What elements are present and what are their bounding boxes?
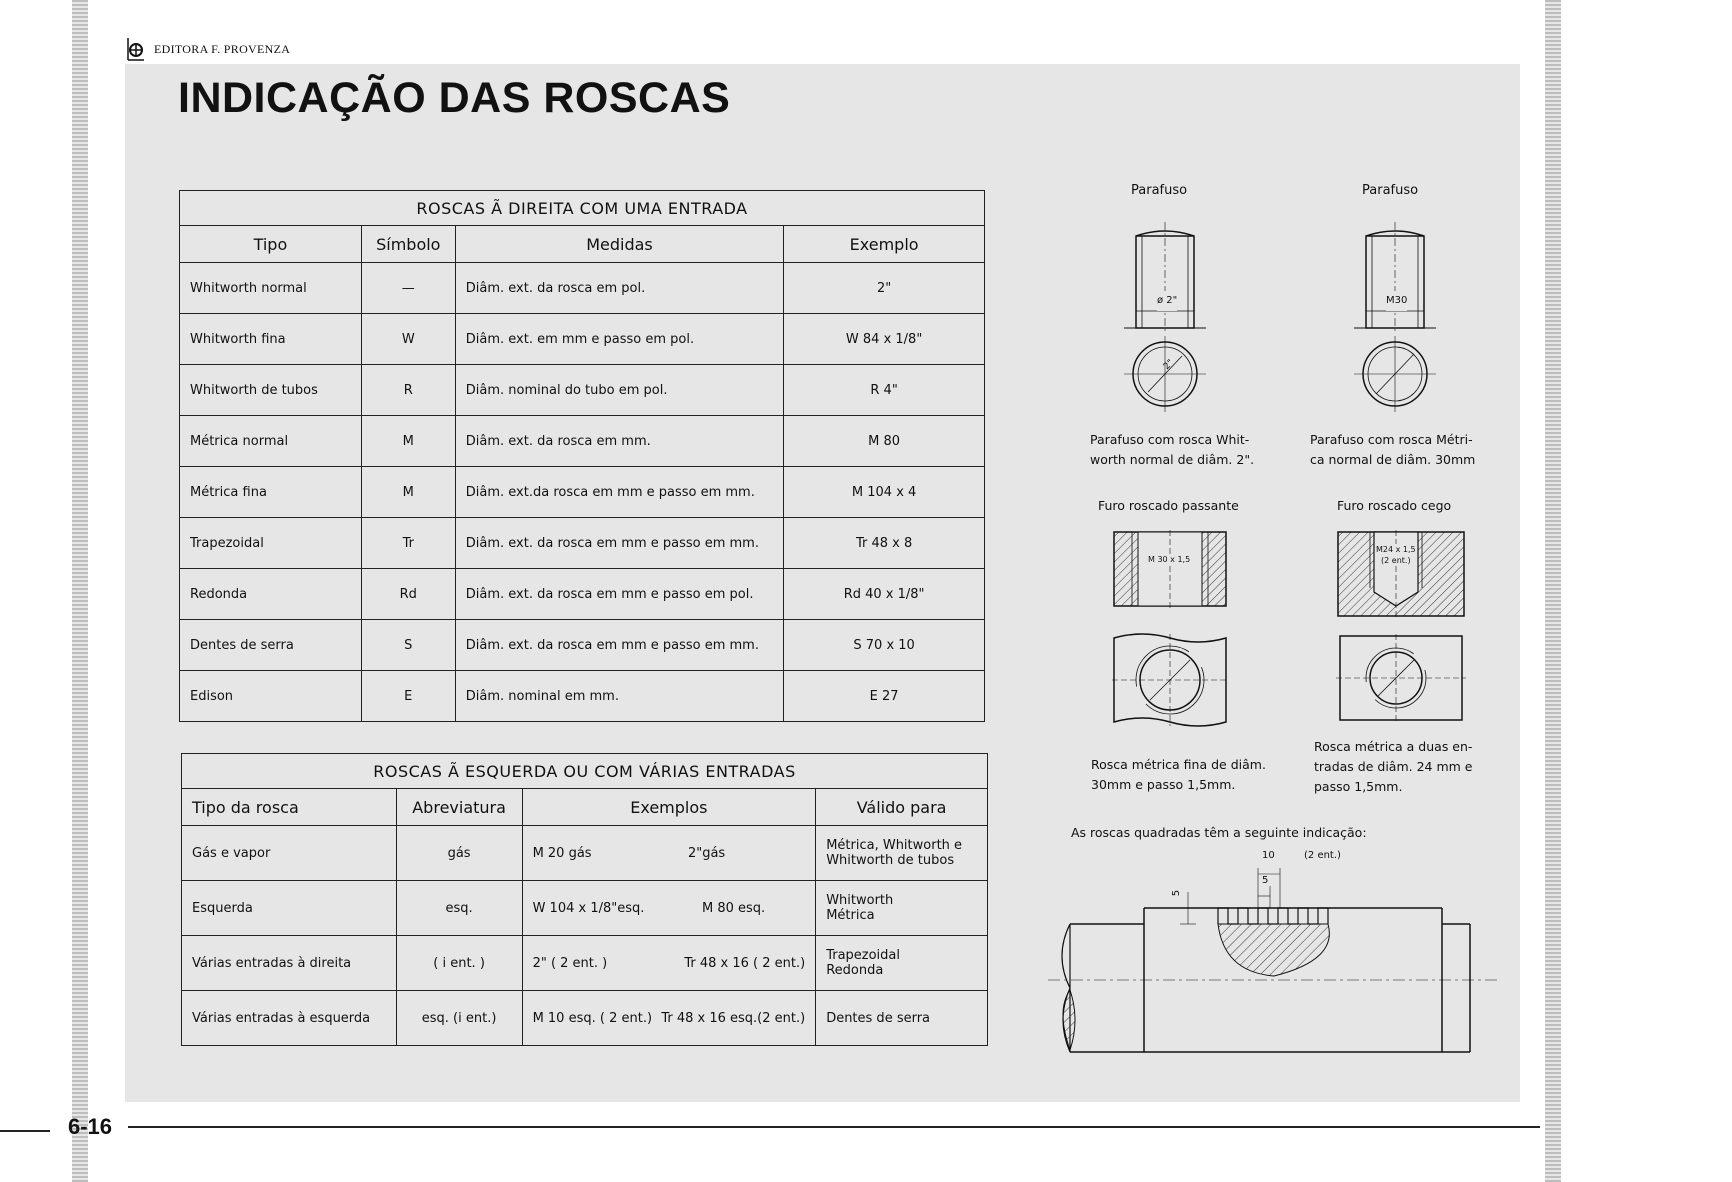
furo-passante-label: Furo roscado passante	[1098, 498, 1239, 513]
cell-tipo: Várias entradas à direita	[182, 936, 397, 991]
cell-exemplos	[522, 991, 816, 1046]
footer-left-mark	[0, 1130, 50, 1132]
valido-line: Trapezoidal	[826, 948, 900, 963]
caption-whitworth	[1090, 430, 1254, 470]
caption-cego	[1314, 737, 1472, 797]
page-number: 6-16	[68, 1114, 113, 1139]
square-thread-drawing	[1048, 850, 1500, 1060]
example-2: 2"gás	[687, 845, 726, 861]
cell-tipo: Redonda	[180, 569, 362, 620]
cell-exemplo: R 4"	[784, 365, 985, 416]
column-header: Tipo da rosca	[182, 789, 397, 826]
cell-valido	[816, 991, 988, 1046]
dim-metric: M30	[1386, 291, 1407, 311]
cell-tipo: Várias entradas à esquerda	[182, 991, 397, 1046]
cell-tipo: Edison	[180, 671, 362, 722]
table-row	[180, 671, 985, 722]
publisher-logo-icon	[124, 36, 146, 62]
caption-metric	[1310, 430, 1475, 470]
cell-exemplos	[522, 826, 816, 881]
dim-whitworth-circle: 2"	[1161, 357, 1176, 373]
cell-medidas: Diâm. nominal em mm.	[455, 671, 783, 722]
column-header: Abreviatura	[396, 789, 522, 826]
whitworth-bolt-drawing	[1124, 222, 1206, 412]
example-2: M 80 esq.	[702, 900, 766, 916]
example-1: M 20 gás	[532, 845, 592, 861]
valido-line: Redonda	[826, 963, 884, 978]
cell-exemplo: M 80	[784, 416, 985, 467]
table-header-row	[180, 226, 985, 263]
caption-line: ca normal de diâm. 30mm	[1310, 452, 1476, 467]
cell-simbolo: W	[361, 314, 455, 365]
cell-abreviatura: ( i ent. )	[396, 936, 522, 991]
cell-exemplo: S 70 x 10	[784, 620, 985, 671]
cell-valido	[816, 826, 988, 881]
page-title: INDICAÇÃO DAS ROSCAS	[178, 74, 731, 122]
square-dim-pitch: 10	[1262, 850, 1275, 861]
table-caption: ROSCAS Ã ESQUERDA OU COM VÁRIAS ENTRADAS	[181, 753, 988, 788]
cell-exemplo: W 84 x 1/8"	[784, 314, 985, 365]
cell-tipo: Métrica normal	[180, 416, 362, 467]
right-edge-stripe	[1545, 0, 1561, 1182]
footer-rule	[128, 1126, 1540, 1128]
cell-tipo: Trapezoidal	[180, 518, 362, 569]
valido-line: Métrica	[826, 908, 875, 923]
cell-medidas: Diâm. ext. da rosca em mm.	[455, 416, 783, 467]
cell-tipo: Whitworth fina	[180, 314, 362, 365]
metric-bolt-drawing	[1354, 222, 1436, 412]
example-1: W 104 x 1/8"esq.	[532, 900, 645, 916]
cell-exemplos	[522, 936, 816, 991]
cell-abreviatura: esq. (i ent.)	[396, 991, 522, 1046]
cell-tipo: Esquerda	[182, 881, 397, 936]
square-thread-note: As roscas quadradas têm a seguinte indicação:	[1071, 825, 1367, 840]
table-row	[180, 467, 985, 518]
cell-exemplo: M 104 x 4	[784, 467, 985, 518]
cell-medidas: Diâm. ext.da rosca em mm e passo em mm.	[455, 467, 783, 518]
valido-line: Whitworth de tubos	[826, 853, 955, 868]
cell-exemplo: Tr 48 x 8	[784, 518, 985, 569]
table-row	[182, 826, 988, 881]
cell-abreviatura: esq.	[396, 881, 522, 936]
cell-medidas: Diâm. nominal do tubo em pol.	[455, 365, 783, 416]
dim-cego-size: M24 x 1,5	[1376, 545, 1416, 554]
right-threads-table	[179, 190, 985, 722]
cell-simbolo: S	[361, 620, 455, 671]
column-header: Exemplo	[784, 226, 985, 263]
left-edge-stripe	[72, 0, 88, 1182]
valido-line: Whitworth	[826, 893, 894, 908]
cell-simbolo: M	[361, 416, 455, 467]
dim-cego	[1376, 544, 1416, 566]
table-row	[180, 263, 985, 314]
table-row	[182, 936, 988, 991]
valido-line: Métrica, Whitworth e	[826, 838, 963, 853]
cell-simbolo: R	[361, 365, 455, 416]
cell-simbolo: —	[361, 263, 455, 314]
cell-abreviatura: gás	[396, 826, 522, 881]
table-row	[180, 620, 985, 671]
parafuso-label-metric: Parafuso	[1362, 183, 1419, 198]
valido-line: Dentes de serra	[826, 1010, 931, 1026]
cell-exemplos	[522, 881, 816, 936]
column-header: Exemplos	[522, 789, 816, 826]
cell-valido	[816, 881, 988, 936]
cell-tipo: Whitworth normal	[180, 263, 362, 314]
column-header: Tipo	[180, 226, 362, 263]
caption-line: worth normal de diâm. 2".	[1090, 452, 1255, 467]
caption-line: Rosca métrica a duas en-	[1314, 739, 1473, 754]
square-dim-width: 5	[1262, 875, 1269, 886]
dim-passante: M 30 x 1,5	[1148, 555, 1191, 564]
furo-cego-label: Furo roscado cego	[1337, 498, 1452, 513]
column-header: Símbolo	[361, 226, 455, 263]
publisher-header	[124, 36, 290, 62]
cell-tipo: Métrica fina	[180, 467, 362, 518]
cell-medidas: Diâm. ext. da rosca em mm e passo em mm.	[455, 620, 783, 671]
caption-line: passo 1,5mm.	[1314, 779, 1403, 794]
cell-simbolo: M	[361, 467, 455, 518]
example-1: 2" ( 2 ent. )	[532, 955, 608, 971]
dim-whitworth: ø 2"	[1157, 291, 1177, 311]
example-1: M 10 esq. ( 2 ent.)	[532, 1010, 653, 1026]
cell-exemplo: Rd 40 x 1/8"	[784, 569, 985, 620]
example-2: Tr 48 x 16 esq.(2 ent.)	[661, 1010, 806, 1026]
table-caption: ROSCAS Ã DIREITA COM UMA ENTRADA	[179, 190, 985, 225]
cell-simbolo: Rd	[361, 569, 455, 620]
square-dim-ent: (2 ent.)	[1304, 850, 1341, 861]
cell-valido	[816, 936, 988, 991]
cell-medidas: Diâm. ext. da rosca em mm e passo em mm.	[455, 518, 783, 569]
cell-simbolo: Tr	[361, 518, 455, 569]
table-header-row	[182, 789, 988, 826]
parafuso-label-whitworth: Parafuso	[1131, 183, 1188, 198]
cell-medidas: Diâm. ext. em mm e passo em pol.	[455, 314, 783, 365]
cell-exemplo: E 27	[784, 671, 985, 722]
table-row	[180, 569, 985, 620]
table-row	[180, 416, 985, 467]
example-2: Tr 48 x 16 ( 2 ent.)	[684, 955, 806, 971]
table-row	[182, 881, 988, 936]
cell-simbolo: E	[361, 671, 455, 722]
column-header: Válido para	[816, 789, 988, 826]
caption-line: tradas de diâm. 24 mm e	[1314, 759, 1473, 774]
table-row	[180, 518, 985, 569]
caption-line: 30mm e passo 1,5mm.	[1091, 777, 1236, 792]
table-row	[182, 991, 988, 1046]
caption-line: Parafuso com rosca Métri-	[1310, 432, 1473, 447]
cell-tipo: Whitworth de tubos	[180, 365, 362, 416]
cell-exemplo: 2"	[784, 263, 985, 314]
caption-passante	[1091, 755, 1266, 795]
cell-tipo: Gás e vapor	[182, 826, 397, 881]
caption-line: Rosca métrica fina de diâm.	[1091, 757, 1266, 772]
column-header: Medidas	[455, 226, 783, 263]
dim-cego-ent: (2 ent.)	[1381, 556, 1411, 565]
left-threads-table	[181, 753, 988, 1046]
cell-medidas: Diâm. ext. da rosca em pol.	[455, 263, 783, 314]
square-dim-depth: 5	[1171, 889, 1183, 897]
table-row	[180, 365, 985, 416]
cell-tipo: Dentes de serra	[180, 620, 362, 671]
publisher-name: EDITORA F. PROVENZA	[154, 41, 291, 56]
table-row	[180, 314, 985, 365]
cell-medidas: Diâm. ext. da rosca em mm e passo em pol.	[455, 569, 783, 620]
caption-line: Parafuso com rosca Whit-	[1090, 432, 1250, 447]
